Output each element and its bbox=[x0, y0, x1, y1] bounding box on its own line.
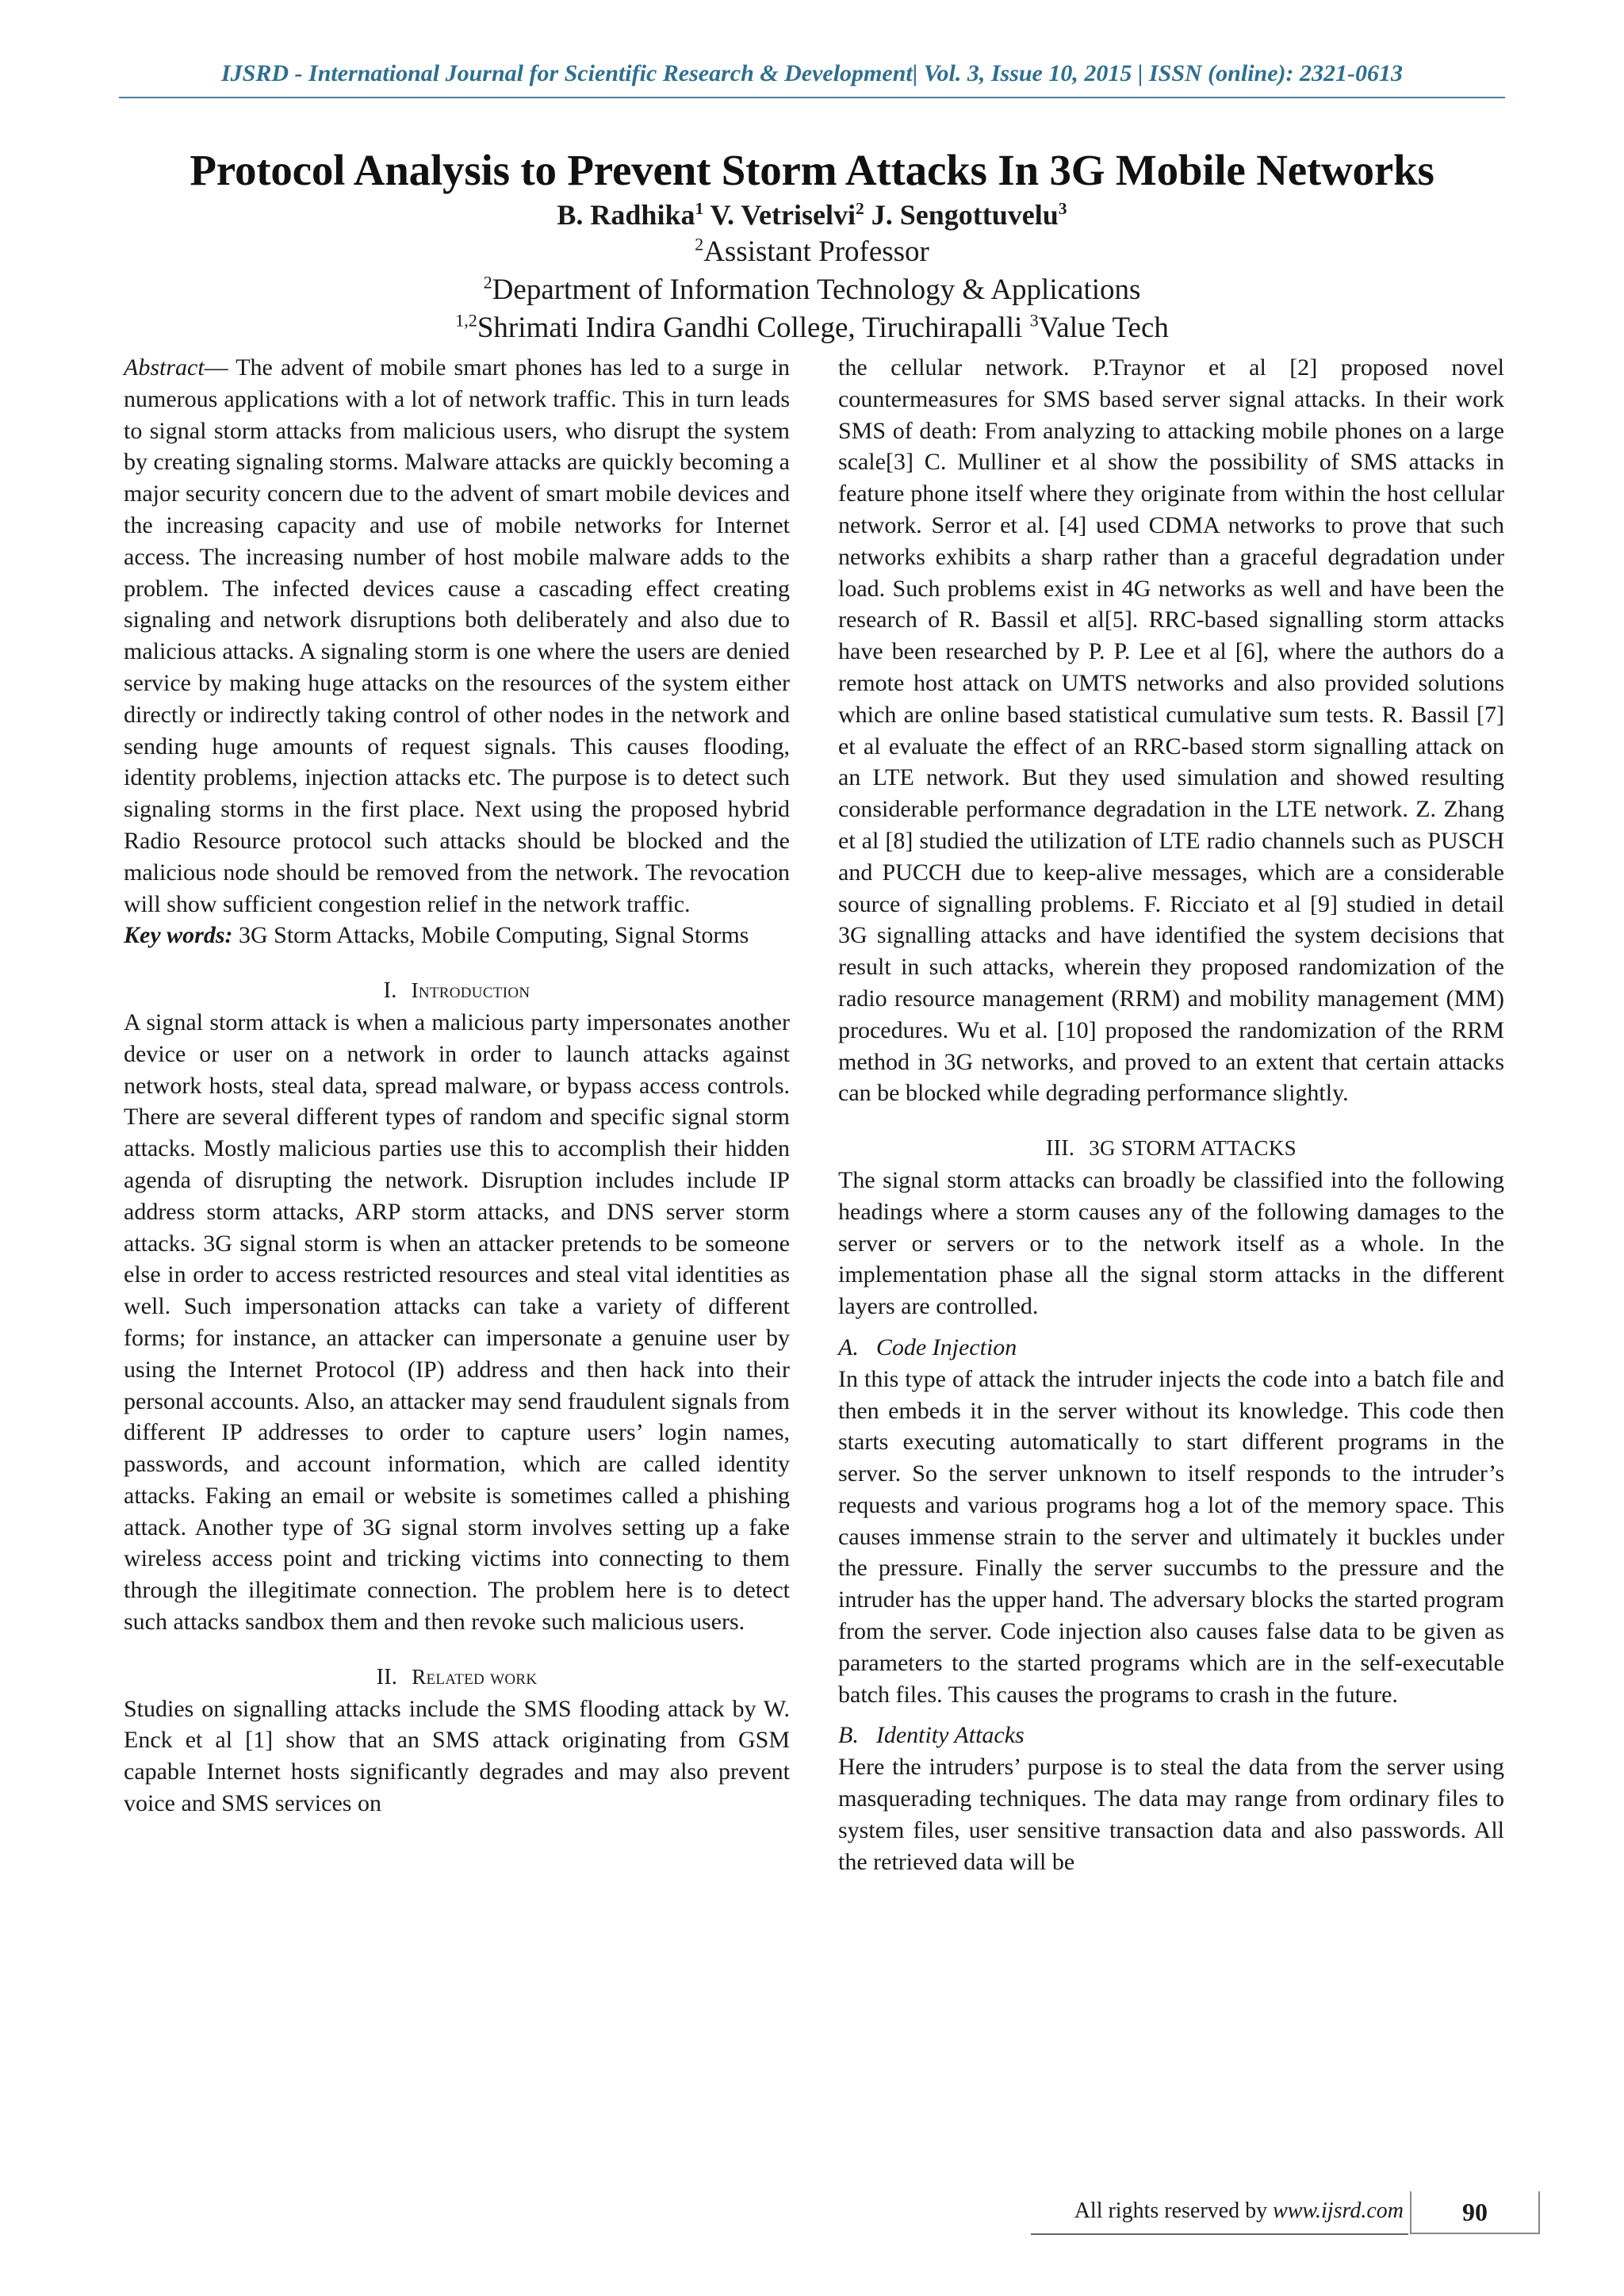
footer-url[interactable]: www.ijsrd.com bbox=[1273, 2198, 1404, 2223]
identity-attacks-text: Here the intruders’ purpose is to steal the data from the server using masquerading techniques. The data may range from ordinary files to system files, user sensitive transaction data and also passwords. All the retrieved data will be bbox=[838, 1754, 1504, 1875]
related-work-text-left: Studies on signalling attacks include the SMS flooding attack by W. Enck et al [1] show that an SMS attack originating from GSM capable Internet hosts significantly degrades and may also prevent voice and SMS services on bbox=[124, 1695, 790, 1817]
journal-header: IJSRD - International Journal for Scientific Research & Development| Vol. 3, Issue 10, 2015 | ISSN (online): 2321-0613 bbox=[221, 60, 1403, 86]
storm-attacks-text: The signal storm attacks can broadly be classified into the following headings where a storm causes any of the following damages to the server or servers or to the network itself as a whole. In the implementation phase all the signal storm attacks in the different layers are controlled. bbox=[838, 1166, 1504, 1320]
code-injection-text: In this type of attack the intruder injects the code into a batch file and then embeds it in the server without its knowledge. This code then starts executing automatically to start different programs in the server. So the server unknown to itself responds to the intruder’s requests and various programs hog a lot of the memory space. This causes immense strain to the server and ultimately it buckles under the pressure. Finally the server succumbs to the pressure and the intruder has the upper hand. The adversary blocks the started program from the server. Code injection also causes false data to be given as parameters to the started programs which are in the self-executable batch files. This causes the programs to crash in the future. bbox=[838, 1365, 1504, 1708]
affil-text: Value Tech bbox=[1038, 312, 1169, 344]
affil-text: Assistant Professor bbox=[703, 235, 929, 268]
paper-title: Protocol Analysis to Prevent Storm Attacks In 3G Mobile Networks bbox=[190, 146, 1434, 194]
section-heading-storm-attacks: III. 3G STORM ATTACKS bbox=[1046, 1136, 1297, 1161]
abstract-label: Abstract bbox=[124, 354, 205, 381]
left-column bbox=[124, 352, 790, 1820]
affil-sup: 1,2 bbox=[455, 310, 477, 331]
affiliation-department bbox=[79, 273, 1545, 307]
related-work-text-right: the cellular network. P.Traynor et al [2] proposed novel countermeasures for SMS based server signal attacks. In their work SMS of death: From analyzing to attacking mobile phones on a large scale[3] C. Mulliner et al show the possibility of SMS attacks in feature phone itself where they originate from within the host cellular network. Serror et al. [4] used CDMA networks to prove that such networks exhibits a sharp rather than a graceful degradation under load. Such problems exist in 4G networks as well and have been the research of R. Bassil et al[5]. RRC-based signalling storm attacks have been researched by P. P. Lee et al [6], where the authors do a remote host attack on UMTS networks and also provided solutions which are online based statistical cumulative sum tests. R. Bassil [7] et al evaluate the effect of an RRC-based storm signalling attack on an LTE network. But they used simulation and showed resulting considerable performance degradation in the LTE network. Z. Zhang et al [8] studied the utilization of LTE radio channels such as PUSCH and PUCCH due to keep-alive messages, which are a considerable source of signalling problems. F. Ricciato et al [9] studied in detail 3G signalling attacks and have identified the system decisions that result in such attacks, wherein they proposed randomization of the radio resource management (RRM) and mobility management (MM) procedures. Wu et al. [10] proposed the randomization of the RRM method in 3G networks, and proved to an extent that certain attacks can be blocked while degrading performance slightly. bbox=[838, 354, 1504, 1107]
affiliation-position bbox=[79, 235, 1545, 269]
affil-sup: 3 bbox=[1029, 310, 1039, 331]
author-name: V. Vetriselvi bbox=[710, 199, 856, 231]
affil-sup: 2 bbox=[483, 272, 492, 293]
author-name: B. Radhika bbox=[557, 199, 695, 231]
keywords-label: Key words: bbox=[124, 922, 233, 949]
page-number: 90 bbox=[1410, 2191, 1540, 2234]
affil-text: Shrimati Indira Gandhi College, Tiruchirapalli bbox=[477, 312, 1030, 344]
introduction-text: A signal storm attack is when a malicious party impersonates another device or user on a network in order to launch attacks against network hosts, steal data, spread malware, or bypass access controls. There are several different types of random and specific signal storm attacks. Mostly malicious parties use this to accomplish their hidden agenda of disrupting the network. Disruption includes include IP address storm attacks, ARP storm attacks, and DNS server storm attacks. 3G signal storm is when an attacker pretends to be someone else in order to access restricted resources and steal vital identities as well. Such impersonation attacks can take a variety of different forms; for instance, an attacker can impersonate a genuine user by using the Internet Protocol (IP) address and then hack into their personal accounts. Also, an attacker may send fraudulent signals from different IP addresses to order to capture users’ login names, passwords, and account information, which are called identity attacks. Faking an email or website is sometimes called a phishing attack. Another type of 3G signal storm involves setting up a fake wireless access point and tricking victims into connecting to them through the illegitimate connection. The problem here is to detect such attacks sandbox them and then revoke such malicious users. bbox=[124, 1008, 790, 1636]
keywords-text: 3G Storm Attacks, Mobile Computing, Signal Storms bbox=[232, 922, 749, 949]
section-heading-introduction: I. Introduction bbox=[383, 978, 530, 1004]
footer-rights: All rights reserved by www.ijsrd.com bbox=[1074, 2198, 1404, 2223]
right-column bbox=[838, 352, 1504, 1877]
affiliation-institution bbox=[79, 311, 1545, 345]
header-rule bbox=[119, 97, 1505, 98]
author-sup: 2 bbox=[855, 199, 864, 218]
keywords bbox=[124, 920, 790, 951]
abstract bbox=[124, 352, 790, 920]
affil-sup: 2 bbox=[695, 234, 704, 254]
footer-rule bbox=[1031, 2233, 1408, 2235]
affil-text: Department of Information Technology & Applications bbox=[492, 274, 1141, 306]
subsection-heading-code-injection: A. Code Injection bbox=[838, 1334, 1017, 1360]
author-sup: 1 bbox=[695, 199, 704, 218]
abstract-text: — The advent of mobile smart phones has led to a surge in numerous applications with a lot of network traffic. This in turn leads to signal storm attacks from malicious users, who disrupt the system by creating signaling storms. Malware attacks are quickly becoming a major security concern due to the advent of smart mobile devices and the increasing capacity and use of mobile networks for Internet access. The increasing number of host mobile malware adds to the problem. The infected devices cause a cascading effect creating signaling and network disruptions both deliberately and also due to malicious attacks. A signaling storm is one where the users are denied service by making huge attacks on the resources of the system either directly or indirectly taking control of other nodes in the network and sending huge amounts of request signals. This causes flooding, identity problems, injection attacks etc. The purpose is to detect such signaling storms in the first place. Next using the proposed hybrid Radio Resource protocol such attacks should be blocked and the malicious node should be removed from the network. The revocation will show sufficient congestion relief in the network traffic. bbox=[124, 354, 790, 917]
author-sup: 3 bbox=[1058, 199, 1067, 218]
author-list bbox=[79, 198, 1545, 232]
author-name: J. Sengottuvelu bbox=[871, 199, 1059, 231]
subsection-heading-identity-attacks: B. Identity Attacks bbox=[838, 1722, 1025, 1749]
section-heading-related-work: II. Related work bbox=[376, 1664, 538, 1689]
